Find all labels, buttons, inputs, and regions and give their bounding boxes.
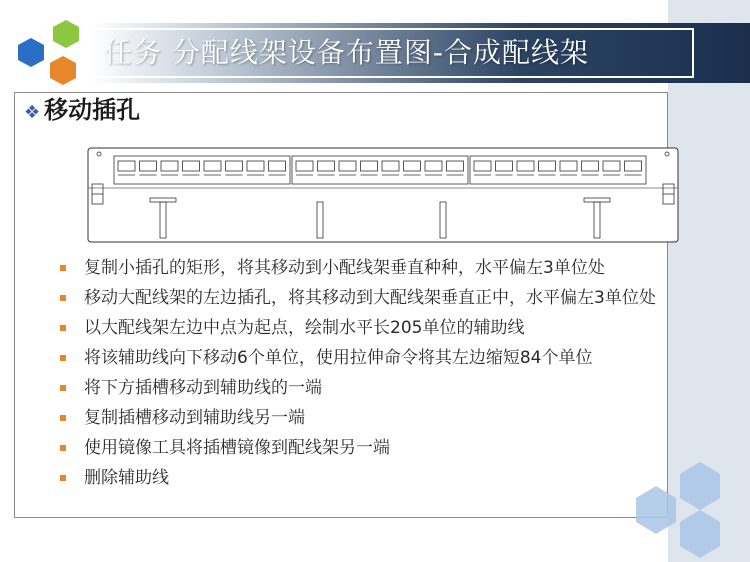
deco-hex-2 [636, 486, 676, 534]
page-title: 任务 分配线架设备布置图-合成配线架 [104, 36, 590, 69]
logo-hex-blue [18, 38, 44, 67]
list-item: 复制小插孔的矩形，将其移动到小配线架垂直种种，水平偏左3单位处 [56, 257, 750, 280]
deco-hex-3 [680, 510, 720, 558]
list-item: 移动大配线架的左边插孔，将其移动到大配线架垂直正中，水平偏左3单位处 [56, 287, 750, 310]
decorative-hexagons-icon [628, 458, 738, 562]
logo-hex-orange [50, 56, 76, 85]
list-item: 将该辅助线向下移动6个单位，使用拉伸命令将其左边缩短84个单位 [56, 347, 750, 370]
list-item: 复制插槽移动到辅助线另一端 [56, 407, 750, 430]
square-bullet-icon [60, 295, 66, 301]
square-bullet-icon [60, 475, 66, 481]
logo-hexagons-icon [0, 10, 100, 90]
diamond-bullet-icon: ❖ [24, 102, 41, 123]
logo-hex-green [53, 20, 79, 48]
patch-panel-diagram [86, 146, 682, 246]
panel-outline [88, 148, 678, 242]
square-bullet-icon [60, 265, 66, 271]
square-bullet-icon [60, 355, 66, 361]
square-bullet-icon [60, 385, 66, 391]
square-bullet-icon [60, 325, 66, 331]
list-item: 删除辅助线 [56, 467, 750, 490]
square-bullet-icon [60, 415, 66, 421]
list-item: 以大配线架左边中点为起点，绘制水平长205单位的辅助线 [56, 317, 750, 340]
section-heading [24, 92, 140, 128]
deco-hex-1 [680, 462, 720, 510]
square-bullet-icon [60, 445, 66, 451]
list-item: 将下方插槽移动到辅助线的一端 [56, 377, 750, 400]
list-item: 使用镜像工具将插槽镜像到配线架另一端 [56, 437, 750, 460]
section-heading-text: 移动插孔 [44, 96, 141, 124]
